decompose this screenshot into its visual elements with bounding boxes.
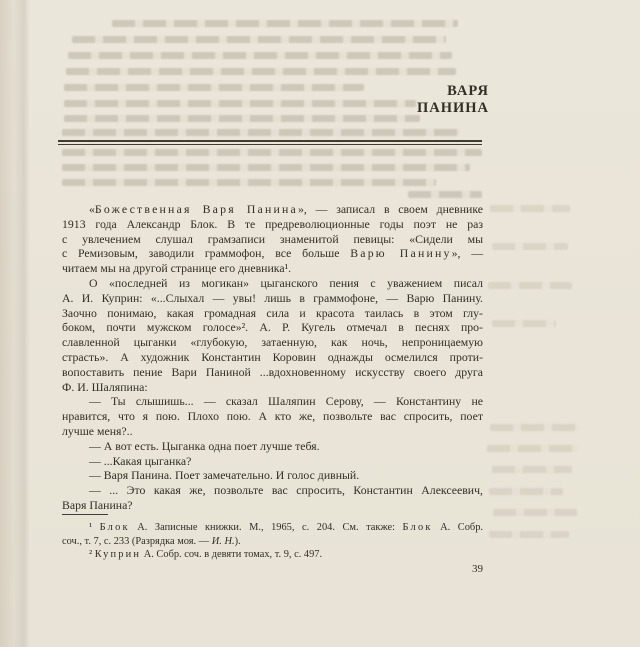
text-line: — ...Какая цыганка? xyxy=(89,453,192,468)
footnotes xyxy=(62,521,483,562)
text-line: славленной цыганки «глубокую, затаенную, как ночь, непроницаемую xyxy=(62,335,483,350)
bleedthrough-line xyxy=(492,320,556,327)
text-line: соч., т. 7, с. 233 (Разрядка моя. — И. Н.). xyxy=(62,535,241,547)
text-line: с увлечением слушал грамзаписи знаменитой певицы: «Сидели мы xyxy=(62,231,483,246)
text-line: с Ремизовым, заводили граммофон, все больше Варю Панину», — xyxy=(62,246,484,261)
bleedthrough-line xyxy=(62,164,470,171)
text-line: читаем мы на другой странице его дневника¹. xyxy=(62,261,292,276)
text-line: 1913 года Александр Блок. В те предреволюционные годы поэт не раз xyxy=(62,216,483,231)
bleedthrough-line xyxy=(72,36,446,43)
chapter-title-line-1: ВАРЯ xyxy=(447,83,489,99)
text-line: — ... Это какая же, позвольте вас спросить, Константин Алексеевич, xyxy=(89,483,483,498)
bleedthrough-line xyxy=(64,84,364,91)
bleedthrough-line xyxy=(489,488,563,495)
chapter-title-line-2: ПАНИНА xyxy=(416,99,489,116)
text-line: боком, почти мужском голосе»². А. Р. Кугель отмечал в песнях про- xyxy=(62,320,483,335)
bleedthrough-line xyxy=(62,129,460,136)
text-line: лучше меня?.. xyxy=(62,423,133,438)
text-line: страсть». А художник Константин Коровин однажды осмелился проти- xyxy=(62,349,483,364)
bleedthrough-line xyxy=(64,100,416,107)
text-line: ¹ Блок А. Записные книжки. М., 1965, с. 204. См. также: Блок А. Собр. xyxy=(89,522,483,533)
text-line: Ф. И. Шаляпина: xyxy=(62,379,148,394)
text-line: Заочно понимаю, какая громадная сила и красота таилась в этом глу- xyxy=(62,305,483,320)
bleedthrough-line xyxy=(68,52,452,59)
text-line: — Варя Панина. Поет замечательно. И голос дивный. xyxy=(89,468,360,483)
bleedthrough-line xyxy=(112,20,458,27)
bleedthrough-line xyxy=(490,424,578,431)
title-rule xyxy=(58,140,482,145)
bleedthrough-line xyxy=(490,205,570,212)
body-text xyxy=(62,202,483,513)
bleedthrough-line xyxy=(493,509,577,516)
bleedthrough-line xyxy=(64,115,420,122)
bleedthrough-line xyxy=(492,466,572,473)
bleedthrough-line xyxy=(408,191,482,198)
bleedthrough-line xyxy=(489,531,569,538)
bleedthrough-line xyxy=(492,243,568,250)
text-line: ² Куприн А. Собр. соч. в девяти томах, т. 9, с. 497. xyxy=(89,549,323,560)
bleedthrough-line xyxy=(62,149,482,156)
text-line: — Ты слышишь... — сказал Шаляпин Серову, — Константину не xyxy=(89,394,483,409)
footnote-separator xyxy=(62,514,108,515)
bleedthrough-line xyxy=(62,179,436,186)
text-line: «Божественная Варя Панина», — записал в своем дневнике xyxy=(89,202,483,216)
text-line: Варя Панина? xyxy=(62,497,133,512)
bleedthrough-line xyxy=(66,68,456,75)
chapter-title xyxy=(417,83,489,116)
bleedthrough-line xyxy=(487,445,579,452)
page-number: 39 xyxy=(472,563,483,575)
text-line: нравится, что я пою. Плохо пою. А кто же, позвольте вас спросить, поет xyxy=(62,409,483,424)
bleedthrough-line xyxy=(488,282,572,289)
text-line: — А вот есть. Цыганка одна поет лучше тебя. xyxy=(89,438,320,453)
text-line: О «последней из могикан» цыганского пения с уважением писал xyxy=(89,275,483,290)
text-line: А. И. Куприн: «...Слыхал — увы! лишь в граммофоне, — Варю Панину. xyxy=(62,290,483,305)
text-line: вопоставить пение Вари Паниной ...вдохновенному искусству своего друга xyxy=(62,364,483,379)
